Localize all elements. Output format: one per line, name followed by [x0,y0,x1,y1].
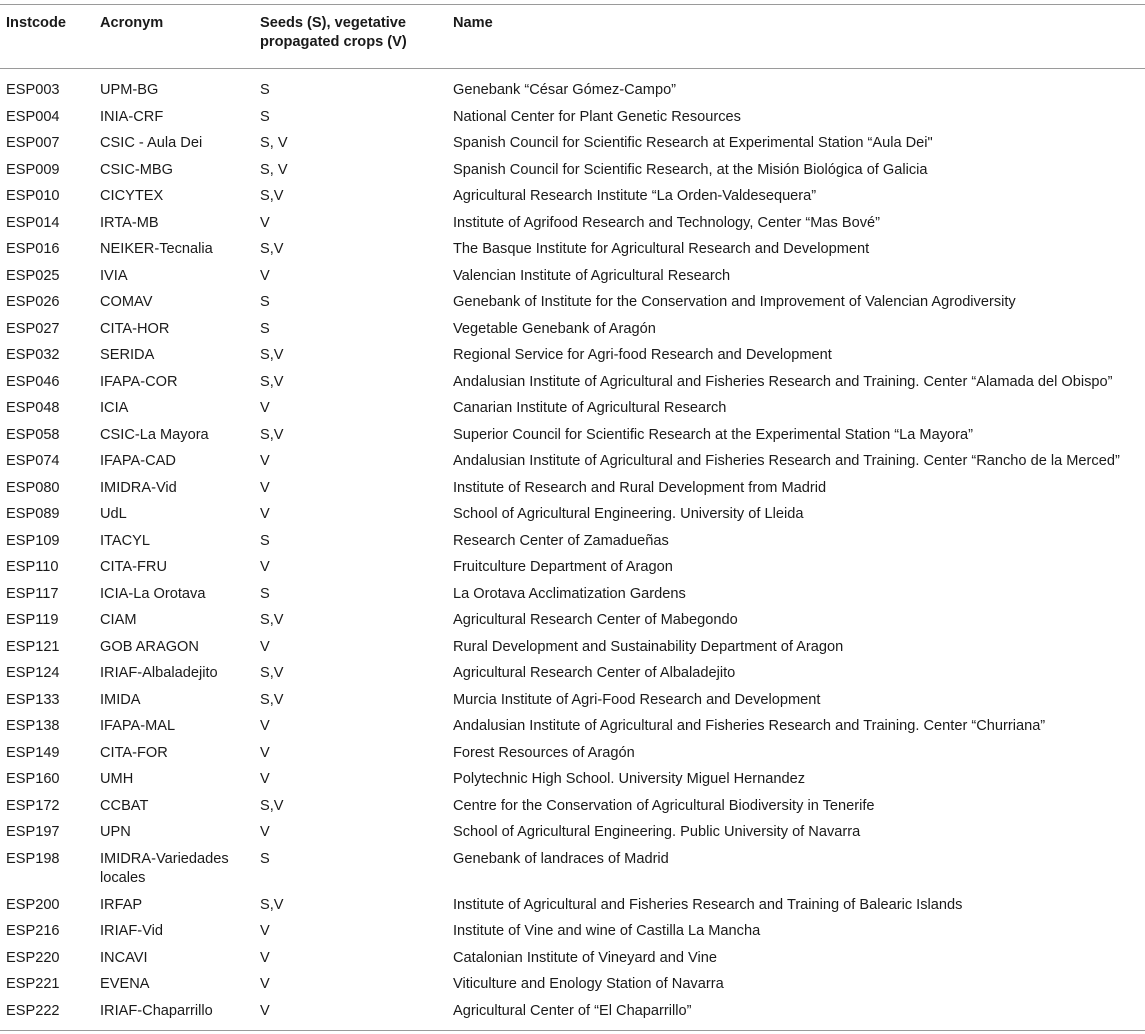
cell-name: Institute of Agricultural and Fisheries Research and Training of Balearic Islands [453,896,963,913]
cell-type: S,V [260,373,284,390]
cell-acronym: IFAPA-COR [100,373,178,390]
cell-name: Agricultural Center of “El Chaparrillo” [447,997,1145,1031]
cell-type: S,V [260,896,284,913]
cell-instcode: ESP121 [6,638,60,655]
cell-type: V [260,949,270,966]
table-row [0,580,1145,607]
cell-instcode: ESP149 [6,744,60,761]
cell-acronym: INIA-CRF [100,108,164,125]
header-name: Name [447,5,1145,69]
cell-type: V [260,267,270,284]
cell-acronym: IMIDRA-Variedades locales [100,850,229,886]
cell-name: Spanish Council for Scientific Research at Experimental Station “Aula Dei" [453,135,933,151]
cell-instcode: ESP220 [6,949,60,966]
cell-name: Canarian Institute of Agricultural Research [453,400,727,416]
cell-name: Agricultural Research Center of Albaladejito [453,665,736,681]
cell-acronym: UdL [100,506,127,522]
cell-acronym: IRTA-MB [100,214,159,231]
cell-instcode: ESP222 [0,997,94,1031]
cell-acronym: COMAV [100,294,153,310]
cell-name: Research Center of Zamadueñas [453,532,669,549]
table-row [0,997,1145,1031]
cell-instcode: ESP048 [6,400,60,416]
table-row [0,129,1145,156]
cell-name: Polytechnic High School. University Miguel Hernandez [453,771,806,787]
cell-instcode: ESP172 [6,797,60,814]
cell-name: Superior Council for Scientific Research at the Experimental Station “La Mayora” [453,426,973,443]
cell-acronym: CITA-FRU [100,559,168,575]
cell-name: Murcia Institute of Agri-Food Research and Development [453,691,821,708]
table-row [0,659,1145,686]
table-row [0,818,1145,845]
cell-type: S, V [260,161,288,178]
table-row [0,527,1145,554]
cell-acronym: UPN [100,824,131,840]
table-row [0,739,1145,766]
cell-acronym: CICYTEX [100,188,164,204]
cell-name: Genebank “César Gómez-Campo” [453,82,677,98]
cell-name: Viticulture and Enology Station of Navarra [453,976,724,992]
table-row [0,792,1145,819]
cell-instcode: ESP014 [6,214,60,231]
table-row [0,553,1145,580]
cell-instcode: ESP221 [6,976,60,992]
cell-type: V [260,400,270,416]
cell-instcode: ESP074 [6,453,60,469]
cell-type: S,V [260,665,284,681]
cell-instcode: ESP200 [6,896,60,913]
table-row [0,686,1145,713]
cell-instcode: ESP046 [6,373,60,390]
cell-instcode: ESP026 [6,294,60,310]
table-row [0,765,1145,792]
cell-instcode: ESP025 [6,267,60,284]
cell-acronym: IRIAF-Vid [100,923,163,939]
cell-name: Agricultural Research Institute “La Orden-Valdesequera” [453,188,817,204]
cell-type: S,V [260,691,284,708]
cell-name: School of Agricultural Engineering. University of Lleida [453,506,804,522]
cell-instcode: ESP027 [6,320,60,337]
cell-acronym: UPM-BG [100,82,159,98]
cell-type: S [260,320,270,337]
cell-type: V [260,923,270,939]
header-instcode: Instcode [0,5,94,69]
cell-name: Rural Development and Sustainability Department of Aragon [453,638,844,655]
table-row [0,970,1145,997]
table-row [0,606,1145,633]
cell-name: School of Agricultural Engineering. Public University of Navarra [453,824,861,840]
cell-instcode: ESP109 [6,532,60,549]
table-row [0,182,1145,209]
table-row [0,633,1145,660]
table-row [0,917,1145,944]
table-row [0,209,1145,236]
cell-type: S, V [260,135,288,151]
cell-acronym: INCAVI [100,949,148,966]
cell-instcode: ESP080 [6,479,60,496]
cell-type: S [260,294,270,310]
cell-acronym: NEIKER-Tecnalia [100,241,213,257]
cell-type: S,V [260,797,284,814]
cell-instcode: ESP198 [6,850,60,867]
cell-acronym: CSIC-MBG [100,161,173,178]
cell-type: S,V [260,241,284,257]
table-row [0,500,1145,527]
cell-name: Vegetable Genebank of Aragón [453,320,656,337]
cell-instcode: ESP160 [6,771,60,787]
cell-instcode: ESP032 [6,347,60,363]
table-row [0,474,1145,501]
cell-acronym: IVIA [100,267,128,284]
cell-name: Regional Service for Agri-food Research and Development [453,347,832,363]
cell-name: Genebank of landraces of Madrid [453,850,669,867]
cell-name: The Basque Institute for Agricultural Research and Development [453,241,870,257]
table-row [0,235,1145,262]
cell-name: Agricultural Research Center of Mabegondo [453,612,738,628]
table-row [0,341,1145,368]
cell-instcode: ESP007 [6,135,60,151]
cell-type: V [260,744,270,761]
cell-type: V [260,718,270,734]
table-body [0,69,1145,1031]
cell-instcode: ESP133 [6,691,60,708]
cell-acronym: ITACYL [100,532,151,549]
cell-name: Institute of Agrifood Research and Technology, Center “Mas Bové” [453,214,880,231]
cell-acronym: IMIDRA-Vid [100,479,177,496]
table-row [0,712,1145,739]
cell-instcode: ESP216 [6,923,60,939]
cell-instcode: ESP003 [6,82,60,98]
cell-instcode: ESP138 [6,718,60,734]
cell-acronym: UMH [100,771,134,787]
cell-type: S [260,108,270,125]
cell-type: S,V [260,426,284,443]
cell-type: S,V [260,347,284,363]
cell-type: V [260,559,270,575]
cell-name: Centre for the Conservation of Agricultural Biodiversity in Tenerife [453,797,875,814]
cell-name: Andalusian Institute of Agricultural and Fisheries Research and Training. Center “Rancho de la Merced” [453,453,1120,469]
header-row [0,5,1145,69]
cell-type: S,V [260,188,284,204]
cell-type: V [260,214,270,231]
table-row [0,421,1145,448]
cell-acronym: IRIAF-Albaladejito [100,665,218,681]
cell-name: Genebank of Institute for the Conservation and Improvement of Valencian Agrodiversity [453,294,1016,310]
table-header [0,5,1145,69]
cell-type: S,V [260,612,284,628]
table-row [0,262,1145,289]
cell-acronym: CCBAT [100,797,149,814]
cell-type: V [260,771,270,787]
cell-instcode: ESP010 [6,188,60,204]
cell-acronym: ICIA-La Orotava [100,585,206,602]
cell-type: V [260,453,270,469]
table-row [0,944,1145,971]
cell-acronym: ICIA [100,400,129,416]
table-row [0,845,1145,891]
cell-acronym: IMIDA [100,691,141,708]
cell-acronym: SERIDA [100,347,155,363]
cell-acronym: GOB ARAGON [100,638,199,655]
cell-instcode: ESP117 [6,585,59,602]
cell-instcode: ESP016 [6,241,60,257]
table-row [0,368,1145,395]
cell-instcode: ESP004 [6,108,60,125]
cell-name: Fruitculture Department of Aragon [453,559,673,575]
cell-type: V [260,479,270,496]
cell-type: S [260,585,270,602]
table-row [0,156,1145,183]
cell-name: Valencian Institute of Agricultural Research [453,267,731,284]
table-row [0,288,1145,315]
cell-type: V [260,976,270,992]
cell-name: Catalonian Institute of Vineyard and Vine [453,949,717,966]
cell-type: V [260,824,270,840]
cell-name: Institute of Research and Rural Development from Madrid [453,479,827,496]
cell-type: S [260,82,270,98]
cell-acronym: IFAPA-CAD [100,453,176,469]
cell-acronym: IRIAF-Chaparrillo [94,997,254,1031]
table-row [0,891,1145,918]
cell-name: Spanish Council for Scientific Research, at the Misión Biológica of Galicia [453,161,928,178]
table-row [0,315,1145,342]
cell-instcode: ESP009 [6,161,60,178]
cell-type: V [260,506,270,522]
cell-instcode: ESP110 [6,559,59,575]
table-row [0,394,1145,421]
cell-acronym: IRFAP [100,896,143,913]
cell-instcode: ESP089 [6,506,60,522]
cell-acronym: EVENA [100,976,150,992]
cell-instcode: ESP058 [6,426,60,443]
cell-instcode: ESP197 [6,824,60,840]
cell-acronym: CITA-HOR [100,320,170,337]
cell-type: S [260,532,270,549]
cell-acronym: IFAPA-MAL [100,718,176,734]
cell-acronym: CITA-FOR [100,744,168,761]
header-type: Seeds (S), vegetative propagated crops (V) [254,5,447,69]
cell-acronym: CSIC-La Mayora [100,426,209,443]
cell-instcode: ESP119 [6,612,59,628]
header-acronym: Acronym [94,5,254,69]
cell-type: V [260,638,270,655]
cell-name: Institute of Vine and wine of Castilla La Mancha [453,923,761,939]
cell-acronym: CSIC - Aula Dei [100,135,203,151]
table-row [0,103,1145,130]
table-row [0,69,1145,103]
cell-acronym: CIAM [100,612,137,628]
cell-name: Andalusian Institute of Agricultural and Fisheries Research and Training. Center “Alamada del Obispo” [453,373,1113,390]
table-row [0,447,1145,474]
cell-name: Andalusian Institute of Agricultural and Fisheries Research and Training. Center “Churriana” [453,718,1046,734]
cell-type: V [254,997,447,1031]
cell-name: National Center for Plant Genetic Resources [453,108,741,125]
cell-name: La Orotava Acclimatization Gardens [453,585,686,602]
cell-instcode: ESP124 [6,665,60,681]
cell-name: Forest Resources of Aragón [453,744,635,761]
cell-type: S [260,850,270,867]
genebank-institutions-table [0,4,1145,1031]
